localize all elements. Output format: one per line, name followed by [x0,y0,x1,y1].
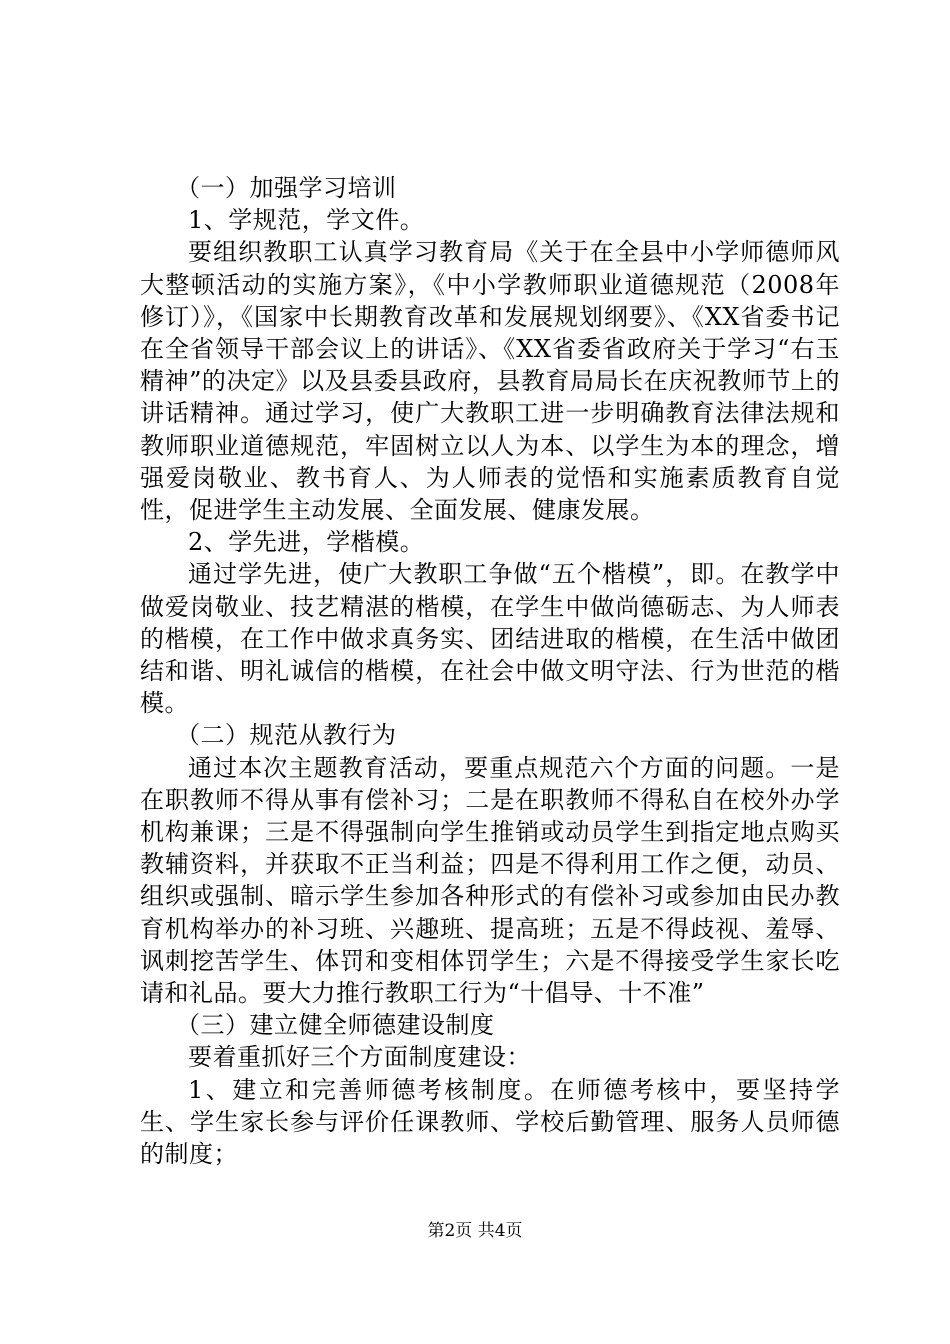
section-heading-3: （三）建立健全师德建设制度 [176,1011,495,1040]
section-heading-2: （二）规范从教行为 [176,721,397,750]
paragraph-study-documents: 要组织教职工认真学习教育局《关于在全县中小学师德师风大整顿活动的实施方案》，《中小学教师职业道德规范（2008年修订）》，《国家中长期教育改革和发展规划纲要》、《XX省委书记在全省领导干部会议上的讲话》、《XX省委省政府关于学习“右玉精神”的决定》以及县委县政府，县教育局局长在庆祝教师节上的讲话精神。通过学习，使广大教职工进一步明确教育法律法规和教师职业道德规范，牢固树立以人为本、以学生为本的理念，增强爱岗敬业、教书育人、为人师表的觉悟和实施素质教育自觉性，促进学生主动发展、全面发展、健康发展。 [140,238,840,525]
paragraph-six-rules: 通过本次主题教育活动，要重点规范六个方面的问题。一是在职教师不得从事有偿补习；二是在职教师不得私自在校外办学机构兼课；三是不得强制向学生推销或动员学生到指定地点购买教辅资料，并获取不正当利益；四是不得利用工作之便，动员、组织或强制、暗示学生参加各种形式的有偿补习或参加由民办教育机构举办的补习班、兴趣班、提高班；五是不得歧视、羞辱、讽刺挖苦学生、体罚和变相体罚学生；六是不得接受学生家长吃请和礼品。要大力推行教职工行为“十倡导、十不准” [140,753,840,1008]
document-body [140,172,840,1170]
paragraph-five-models: 通过学先进，使广大教职工争做“五个楷模”，即。在教学中做爱岗敬业、技艺精湛的楷模，在学生中做尚德砺志、为人师表的楷模，在工作中做求真务实、团结进取的楷模，在生活中做团结和谐、明礼诚信的楷模，在社会中做文明守法、行为世范的楷模。 [140,560,840,718]
subsection-heading-1: 1、学规范，学文件。 [188,206,425,235]
section-heading-1: （一）加强学习培训 [176,174,397,202]
page-number-footer: 第2页 共4页 [427,1221,523,1241]
paragraph-assessment-system: 1、建立和完善师德考核制度。在师德考核中，要坚持学生、学生家长参与评价任课教师、学校后勤管理、服务人员师德的制度； [140,1075,840,1169]
paragraph-three-systems-intro: 要着重抓好三个方面制度建设： [188,1043,531,1072]
subsection-heading-2: 2、学先进，学楷模。 [188,528,425,557]
